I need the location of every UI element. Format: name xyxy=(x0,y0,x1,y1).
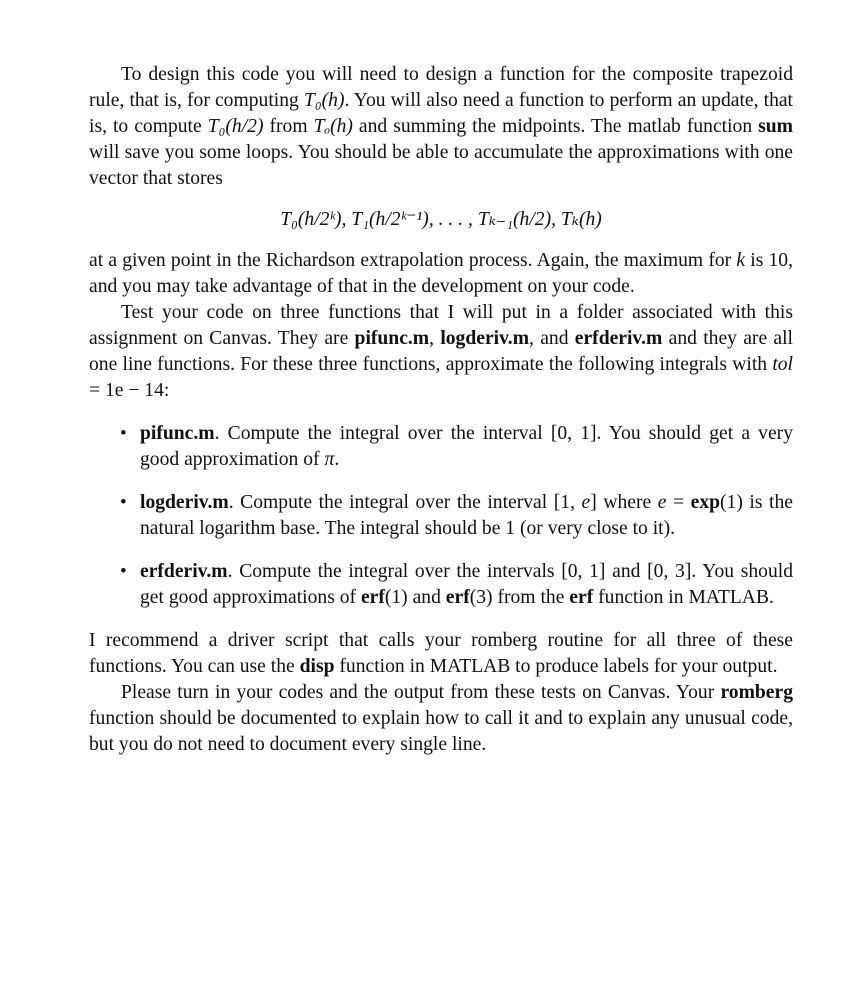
text: is 10, and you may take advantage of that in the development on your code. xyxy=(89,250,793,297)
filename-erfderiv: erfderiv.m xyxy=(140,561,228,582)
document-page xyxy=(89,62,793,758)
text: Test your code on three functions that I will put in a folder associated with this assignment on Canvas. They are xyxy=(89,302,793,349)
text: function should be documented to explain how to call it and to explain any unusual code, but you do not need to document every single line. xyxy=(89,708,793,755)
text: function in MATLAB. xyxy=(593,587,774,608)
text: (1) is the natural logarithm base. The integral should be 1 (or very close to it). xyxy=(140,492,793,539)
function-erf: erf xyxy=(360,587,385,608)
math-e: e xyxy=(657,492,667,513)
math-t0-h-half: T₀(h/2) xyxy=(207,116,264,137)
text: . Compute the integral over the interval [1, xyxy=(228,492,582,513)
text: from xyxy=(263,116,314,137)
list-item-pifunc xyxy=(89,421,793,473)
keyword-disp: disp xyxy=(299,656,335,677)
paragraph-richardson xyxy=(89,248,793,300)
paragraph-design-functions xyxy=(89,62,793,192)
math-t0-h: T₀(h) xyxy=(303,90,345,111)
text: I recommend a driver script that calls your romberg routine for all three of these functions. You can use the xyxy=(89,630,793,677)
text: . xyxy=(334,449,340,470)
function-erf: erf xyxy=(445,587,470,608)
text: (3) from the xyxy=(469,587,570,608)
equation-text: T₀(h/2ᵏ), T₁(h/2ᵏ⁻¹), . . . , Tₖ₋₁(h/2), Tₖ(h) xyxy=(280,209,602,230)
list-item-logderiv xyxy=(89,490,793,542)
math-pi: π xyxy=(324,449,335,470)
text: . Compute the integral over the interval [0, 1]. You should get a very good approximation of xyxy=(140,423,793,470)
text: . You will also need a function to perform an update, that is, to compute xyxy=(89,90,794,137)
paragraph-turn-in xyxy=(89,680,793,758)
bullet-icon: • xyxy=(120,561,127,582)
display-equation xyxy=(89,207,793,233)
paragraph-driver-script xyxy=(89,628,793,680)
text: , and xyxy=(529,328,575,349)
text: and they are all one line functions. For these three functions, approximate the following integrals with xyxy=(89,328,794,375)
filename-logderiv: logderiv.m xyxy=(440,328,530,349)
function-exp: exp xyxy=(690,492,721,513)
text: To design this code you will need to design a function for the composite trapezoid rule, that is, for computing xyxy=(89,64,793,111)
keyword-romberg: romberg xyxy=(720,682,793,703)
text: will save you some loops. You should be able to accumulate the approximations with one vector that stores xyxy=(89,142,793,189)
text: = 1e − 14: xyxy=(89,380,170,401)
integral-list xyxy=(89,421,793,611)
text: Please turn in your codes and the output from these tests on Canvas. Your xyxy=(121,682,721,703)
math-k: k xyxy=(736,250,746,271)
filename-logderiv: logderiv.m xyxy=(140,492,229,513)
filename-erfderiv: erfderiv.m xyxy=(574,328,663,349)
bullet-icon: • xyxy=(120,423,127,444)
paragraph-test-functions xyxy=(89,300,793,404)
text: at a given point in the Richardson extrapolation process. Again, the maximum for xyxy=(89,250,737,271)
text: (1) and xyxy=(384,587,446,608)
list-item-erfderiv xyxy=(89,559,793,611)
function-erf: erf xyxy=(569,587,594,608)
text: function in MATLAB to produce labels for your output. xyxy=(334,656,778,677)
keyword-sum: sum xyxy=(758,116,793,137)
text: . Compute the integral over the intervals [0, 1] and [0, 3]. You should get good approximations of xyxy=(140,561,793,608)
math-to-h: Tₒ(h) xyxy=(313,116,353,137)
text: ] where xyxy=(590,492,658,513)
text: , xyxy=(429,328,441,349)
filename-pifunc: pifunc.m xyxy=(140,423,215,444)
text: and summing the midpoints. The matlab function xyxy=(352,116,759,137)
bullet-icon: • xyxy=(120,492,127,513)
math-e: e xyxy=(581,492,591,513)
filename-pifunc: pifunc.m xyxy=(354,328,430,349)
text: = xyxy=(666,492,691,513)
math-tol: tol xyxy=(772,354,793,375)
